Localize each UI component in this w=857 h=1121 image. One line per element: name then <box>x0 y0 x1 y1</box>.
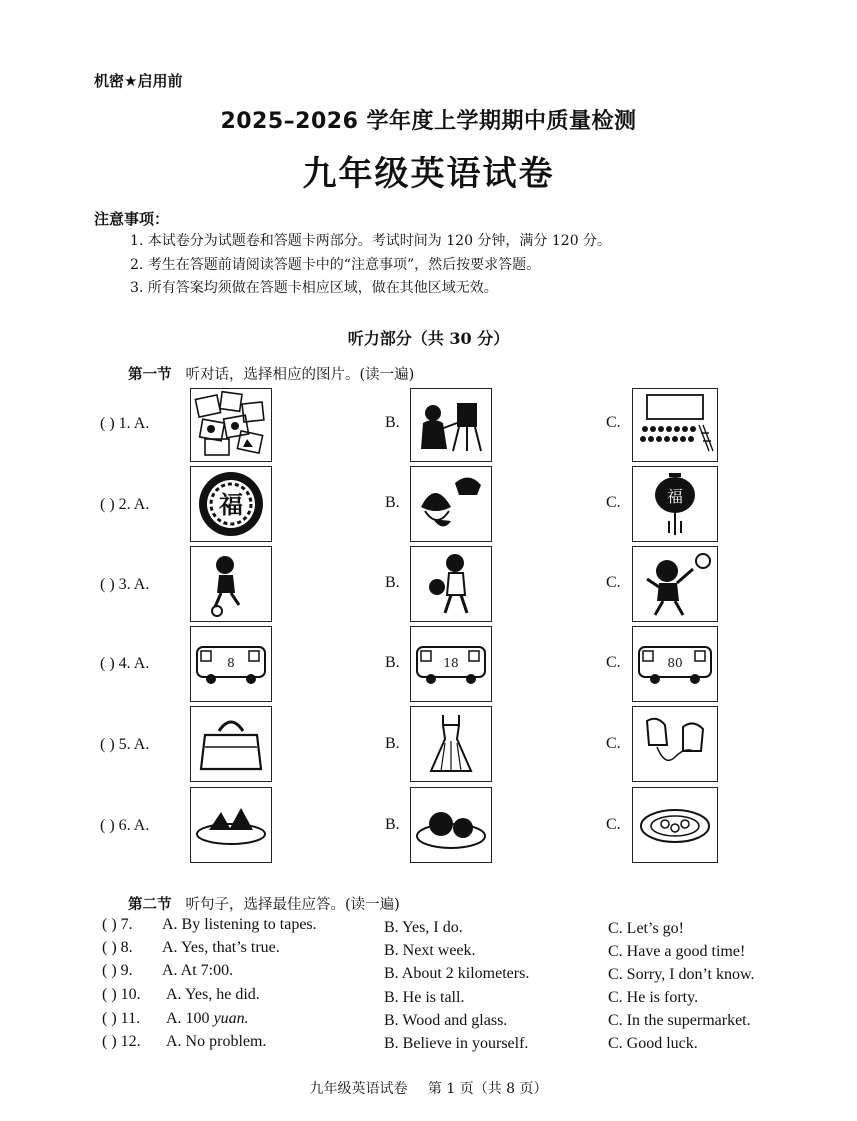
option-b[interactable]: B. Next week. <box>384 942 476 959</box>
bus-icon[interactable] <box>410 626 492 702</box>
svg-text:福: 福 <box>666 487 684 506</box>
option-c[interactable]: C. Sorry, I don’t know. <box>608 966 755 983</box>
handbag-icon[interactable] <box>190 706 272 782</box>
boy-basketball-icon[interactable] <box>410 546 492 622</box>
option-c[interactable]: C. Have a good time! <box>608 943 746 960</box>
mooncake-plate-icon[interactable] <box>410 787 492 863</box>
option-a[interactable] <box>166 1010 249 1028</box>
zongzi-icon[interactable] <box>190 787 272 863</box>
question-number: ( ) 1. A. <box>100 415 150 432</box>
footer-page-number: 第 1 页（共 8 页） <box>427 1081 548 1097</box>
question-number: ( ) 11. <box>102 1010 141 1027</box>
tangyuan-bowl-icon[interactable] <box>632 787 718 863</box>
option-a[interactable]: A. By listening to tapes. <box>162 916 317 933</box>
dumplings-icon[interactable] <box>410 466 492 542</box>
option-b-label: B. <box>385 494 400 511</box>
section-title: 听力部分（共 30 分） <box>347 329 510 348</box>
bus-icon[interactable] <box>632 626 718 702</box>
bus-number: 8 <box>227 656 235 670</box>
boy-volleyball-icon[interactable] <box>632 546 718 622</box>
option-b-label: B. <box>385 816 400 833</box>
part1-instruction: 听对话，选择相应的图片。(读一遍) <box>185 367 415 383</box>
question-number: ( ) 9. <box>102 962 133 979</box>
notice-item: 3. 所有答案均须做在答题卡相应区域，做在其他区域无效。 <box>130 280 498 296</box>
option-a[interactable]: A. Yes, he did. <box>166 986 260 1003</box>
question-number: ( ) 2. A. <box>100 496 150 513</box>
option-c-label: C. <box>606 816 621 833</box>
option-b-label: B. <box>385 414 400 431</box>
question-number: ( ) 5. A. <box>100 736 150 753</box>
option-a-unit: yuan. <box>213 1010 249 1027</box>
question-number: ( ) 8. <box>102 939 133 956</box>
option-b[interactable]: B. Yes, I do. <box>384 919 463 936</box>
question-number: ( ) 10. <box>102 986 141 1003</box>
option-c[interactable]: C. Let’s go! <box>608 920 684 937</box>
exam-title: 2025–2026 学年度上学期期中质量检测 <box>220 109 637 134</box>
part1-heading <box>128 363 414 384</box>
option-c[interactable]: C. In the supermarket. <box>608 1012 751 1029</box>
question-number: ( ) 3. A. <box>100 576 150 593</box>
option-a[interactable]: A. At 7:00. <box>162 962 234 979</box>
cinema-audience-icon[interactable] <box>632 388 718 462</box>
option-c-label: C. <box>606 414 621 431</box>
question-number: ( ) 12. <box>102 1033 141 1050</box>
notice-item: 1. 本试卷分为试题卷和答题卡两部分。考试时间为 120 分钟，满分 120 分。 <box>130 233 612 249</box>
part1-label: 第一节 <box>128 366 172 383</box>
option-c[interactable]: C. Good luck. <box>608 1035 698 1052</box>
page-footer <box>0 1078 857 1098</box>
option-c-label: C. <box>606 654 621 671</box>
part2-instruction: 听句子，选择最佳应答。(读一遍) <box>185 897 400 913</box>
mittens-icon[interactable] <box>632 706 718 782</box>
svg-text:福: 福 <box>219 490 243 519</box>
option-c[interactable]: C. He is forty. <box>608 989 699 1006</box>
notice-heading: 注意事项： <box>94 210 170 228</box>
option-c-label: C. <box>606 735 621 752</box>
option-a[interactable]: A. Yes, that’s true. <box>162 939 280 956</box>
confidential-label: 机密★启用前 <box>94 72 183 90</box>
option-c-label: C. <box>606 574 621 591</box>
notice-item: 2. 考生在答题前请阅读答题卡中的“注意事项”，然后按要求答题。 <box>130 257 541 273</box>
lantern-icon[interactable] <box>632 466 718 542</box>
option-b[interactable]: B. He is tall. <box>384 989 465 1006</box>
option-b[interactable]: B. Believe in yourself. <box>384 1035 529 1052</box>
option-b-label: B. <box>385 654 400 671</box>
fu-paper-cut-icon[interactable] <box>190 466 272 542</box>
question-number: ( ) 4. A. <box>100 655 150 672</box>
option-a[interactable]: A. No problem. <box>166 1033 267 1050</box>
boy-soccer-icon[interactable] <box>190 546 272 622</box>
question-number: ( ) 6. A. <box>100 817 150 834</box>
part2-heading <box>128 893 400 914</box>
bus-icon[interactable] <box>190 626 272 702</box>
option-a-text: A. 100 <box>166 1010 210 1027</box>
option-b-label: B. <box>385 735 400 752</box>
paper-title: 九年级英语试卷 <box>302 154 555 194</box>
dress-icon[interactable] <box>410 706 492 782</box>
option-c-label: C. <box>606 494 621 511</box>
footer-exam-name: 九年级英语试卷 <box>309 1081 408 1097</box>
bus-number: 80 <box>667 656 683 670</box>
person-painting-icon[interactable] <box>410 388 492 462</box>
stamps-collection-icon[interactable] <box>190 388 272 462</box>
option-b-label: B. <box>385 574 400 591</box>
part2-label: 第二节 <box>128 896 172 913</box>
option-b[interactable]: B. Wood and glass. <box>384 1012 508 1029</box>
bus-number: 18 <box>443 656 459 670</box>
option-b[interactable]: B. About 2 kilometers. <box>384 965 530 982</box>
question-number: ( ) 7. <box>102 916 133 933</box>
